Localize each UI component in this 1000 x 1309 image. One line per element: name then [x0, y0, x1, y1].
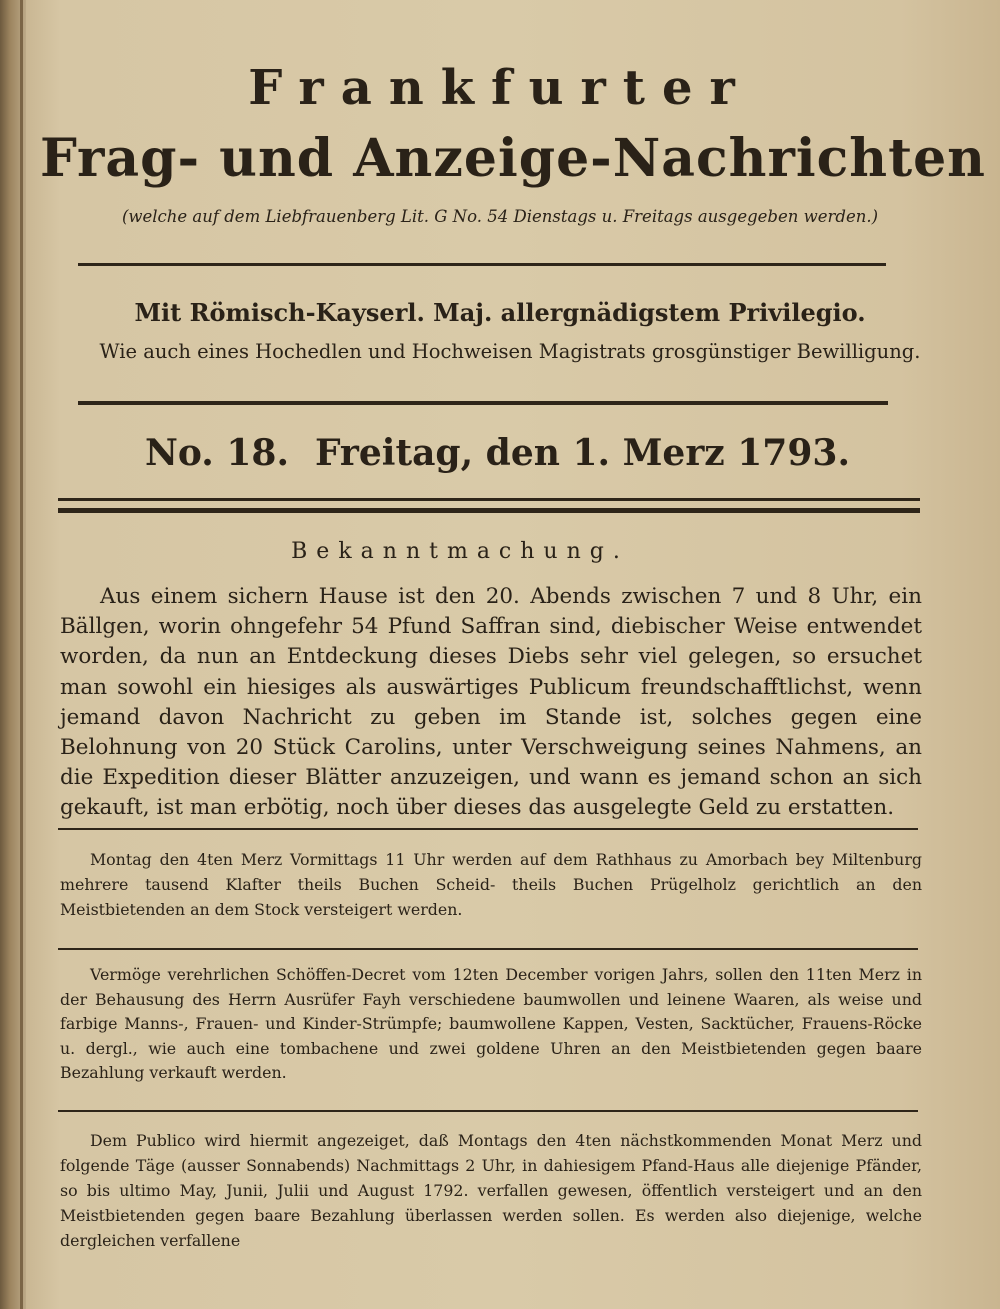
notice-amorbach-auction: Montag den 4ten Merz Vormittags 11 Uhr werden auf dem Rathhaus zu Amorbach bey Miltenburg mehrere tausend Klafter theils Buchen Scheid- theils Buchen Prügelholz gerichtlich an den Meistbietenden an dem Stock versteigert werden. — [60, 850, 922, 919]
notice-divider-2 — [58, 948, 918, 950]
double-rule-top — [58, 498, 920, 501]
notice-stolen-saffron: Aus einem sichern Hause ist den 20. Abends zwischen 7 und 8 Uhr, ein Bällgen, worin ohngefehr 54 Pfund Saffran sind, diebischer Weise entwendet worden, da nun an Entdeckung dieses Diebs sehr viel gelegen, so ersuchet man sowohl ein hiesiges als auswärtiges Publicum freundschafftlichst, wenn jemand davon Nachricht zu geben im Stande ist, solches gegen eine Belohnung von 20 Stück Carolins, unter Verschweigung seines Nahmens, an die Expedition dieser Blätter anzuzeigen, und wann es jemand schon an sich gekauft, ist man erbötig, noch über dieses das ausgelegte Geld zu erstatten. — [60, 584, 922, 821]
issue-number: No. 18. — [145, 432, 289, 474]
masthead-subtitle: (welche auf dem Liebfrauenberg Lit. G No. 54 Dienstags u. Freitags ausgegeben werden.) — [121, 207, 879, 226]
issue-date: Freitag, den 1. Merz 1793. — [315, 432, 850, 474]
gutter-edge — [20, 0, 23, 1309]
privilege-line-1: Mit Römisch-Kayserl. Maj. allergnädigstem Privilegio. — [134, 298, 866, 327]
divider-rule-2 — [78, 401, 888, 405]
double-rule-bottom — [58, 508, 920, 513]
notice-divider-3 — [58, 1110, 918, 1112]
masthead-title-line1: Frankfurter — [248, 60, 752, 116]
notice-pawnhouse-auction: Dem Publico wird hiermit angezeiget, daß Montags den 4ten nächstkommenden Monat Merz und folgende Täge (ausser Sonnabends) Nachmittags 2 Uhr, in dahiesigem Pfand-Haus alle diejenige Pfänder, so bis ultimo May, Junii, Julii und August 1792. verfallen gewesen, öffentlich versteigert und an den Meistbietenden gegen baare Bezahlung überlassen werden sollen. Es werden also diejenige, welche dergleichen verfallene — [60, 1131, 922, 1250]
masthead-title-line2: Frag- und Anzeige-Nachrichten — [40, 128, 986, 189]
privilege-line-2: Wie auch eines Hochedlen und Hochweisen Magistrats grosgünstiger Bewilligung. — [99, 340, 921, 363]
notice-textile-auction: Vermöge verehrlichen Schöffen-Decret vom 12ten December vorigen Jahrs, sollen den 11ten Merz in der Behausung des Herrn Ausrüfer Fayh verschiedene baumwollen und leinene Waaren, als weise und farbige Manns-, Frauen- und Kinder-Strümpfe; baumwollene Kappen, Vesten, Sacktücher, Frauens-Röcke u. dergl., wie auch eine tombachene und zwei goldene Uhren an den Meistbietenden gegen baare Bezahlung verkauft werden. — [60, 965, 922, 1082]
divider-rule-1 — [78, 263, 886, 266]
notice-divider-1 — [58, 828, 918, 830]
notice-heading: Bekanntmachung. — [291, 539, 629, 564]
